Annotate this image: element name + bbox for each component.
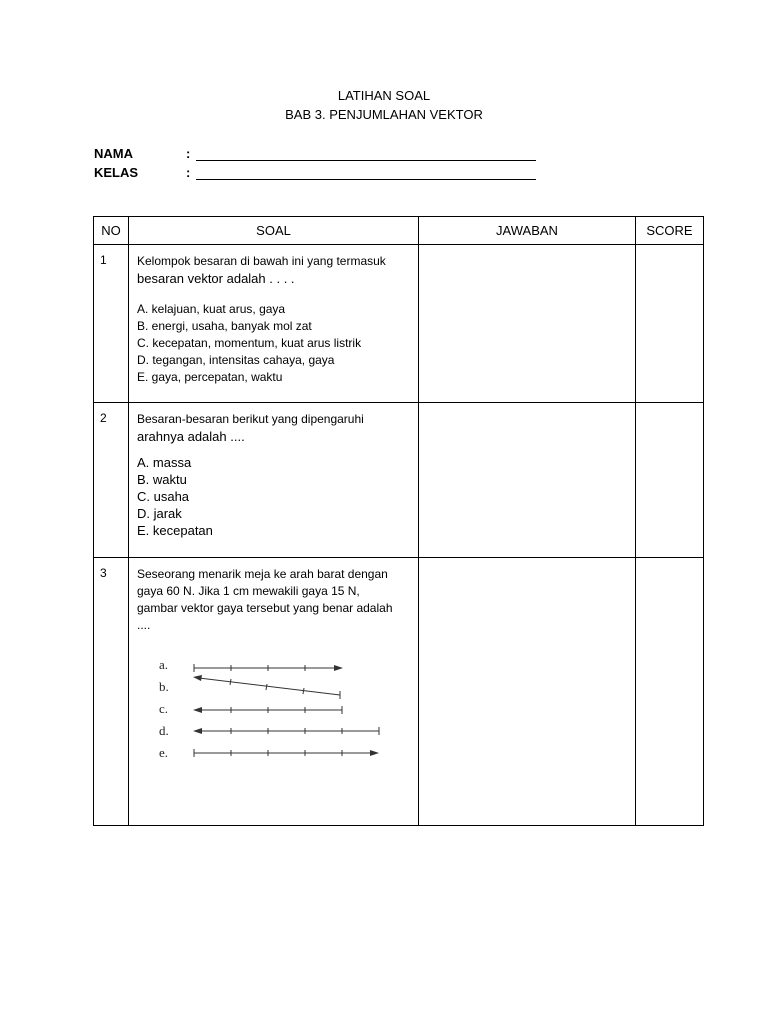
table-row [94, 245, 704, 403]
vector-a-arrow [194, 664, 343, 672]
diagram-label-c: c. [159, 701, 169, 716]
vector-e-arrow [194, 749, 379, 757]
row-number: 3 [94, 558, 129, 826]
header-soal: SOAL [129, 217, 419, 245]
option-a: A. massa [137, 455, 192, 470]
score-cell[interactable] [636, 558, 704, 826]
name-label: NAMA [94, 146, 133, 161]
option-c: C. usaha [137, 489, 190, 504]
vector-d-arrow [193, 727, 379, 735]
class-colon: : [186, 165, 191, 180]
row-number: 2 [94, 403, 129, 558]
option-d: D. tegangan, intensitas cahaya, gaya [137, 353, 335, 367]
question-cell [129, 558, 419, 826]
diagram-label-a: a. [159, 658, 169, 672]
name-line[interactable] [196, 160, 536, 161]
answer-cell[interactable] [419, 245, 636, 403]
vector-b-arrow [193, 675, 340, 699]
score-cell[interactable] [636, 245, 704, 403]
question-text: Besaran-besaran berikut yang dipengaruhi arahnya adalah .... [137, 412, 364, 444]
class-line[interactable] [196, 179, 536, 180]
vector-diagram [151, 658, 391, 766]
header-score: SCORE [636, 217, 704, 245]
answer-cell[interactable] [419, 403, 636, 558]
class-label: KELAS [94, 165, 139, 180]
option-b: B. energi, usaha, banyak mol zat [137, 319, 312, 333]
answer-cell[interactable] [419, 558, 636, 826]
option-e: E. kecepatan [137, 523, 213, 538]
question-text: Seseorang menarik meja ke arah barat dengan gaya 60 N. Jika 1 cm mewakili gaya 15 N, gambar vektor gaya tersebut yang benar adalah .... [137, 567, 393, 632]
table-header-row [94, 217, 704, 245]
diagram-label-d: d. [159, 723, 169, 738]
option-a: A. kelajuan, kuat arus, gaya [137, 302, 286, 316]
page-title: LATIHAN SOAL [337, 88, 431, 103]
table-row [94, 403, 704, 558]
name-colon: : [186, 146, 191, 161]
vector-c-arrow [193, 706, 342, 714]
options-list [137, 301, 412, 386]
question-cell [129, 403, 419, 558]
question-table [93, 216, 704, 826]
table-row [94, 558, 704, 826]
diagram-label-b: b. [159, 679, 169, 694]
page-subtitle: BAB 3. PENJUMLAHAN VEKTOR [285, 107, 483, 122]
question-text: Kelompok besaran di bawah ini yang termasuk besaran vektor adalah . . . . [137, 254, 386, 286]
header-no: NO [94, 217, 129, 245]
option-c: C. kecepatan, momentum, kuat arus listrik [137, 336, 362, 350]
option-e: E. gaya, percepatan, waktu [137, 370, 283, 384]
row-number: 1 [94, 245, 129, 403]
option-b: B. waktu [137, 472, 187, 487]
score-cell[interactable] [636, 403, 704, 558]
option-d: D. jarak [137, 506, 182, 521]
options-list [137, 454, 412, 539]
diagram-label-e: e. [159, 745, 169, 760]
header-jawaban: JAWABAN [419, 217, 636, 245]
question-cell [129, 245, 419, 403]
